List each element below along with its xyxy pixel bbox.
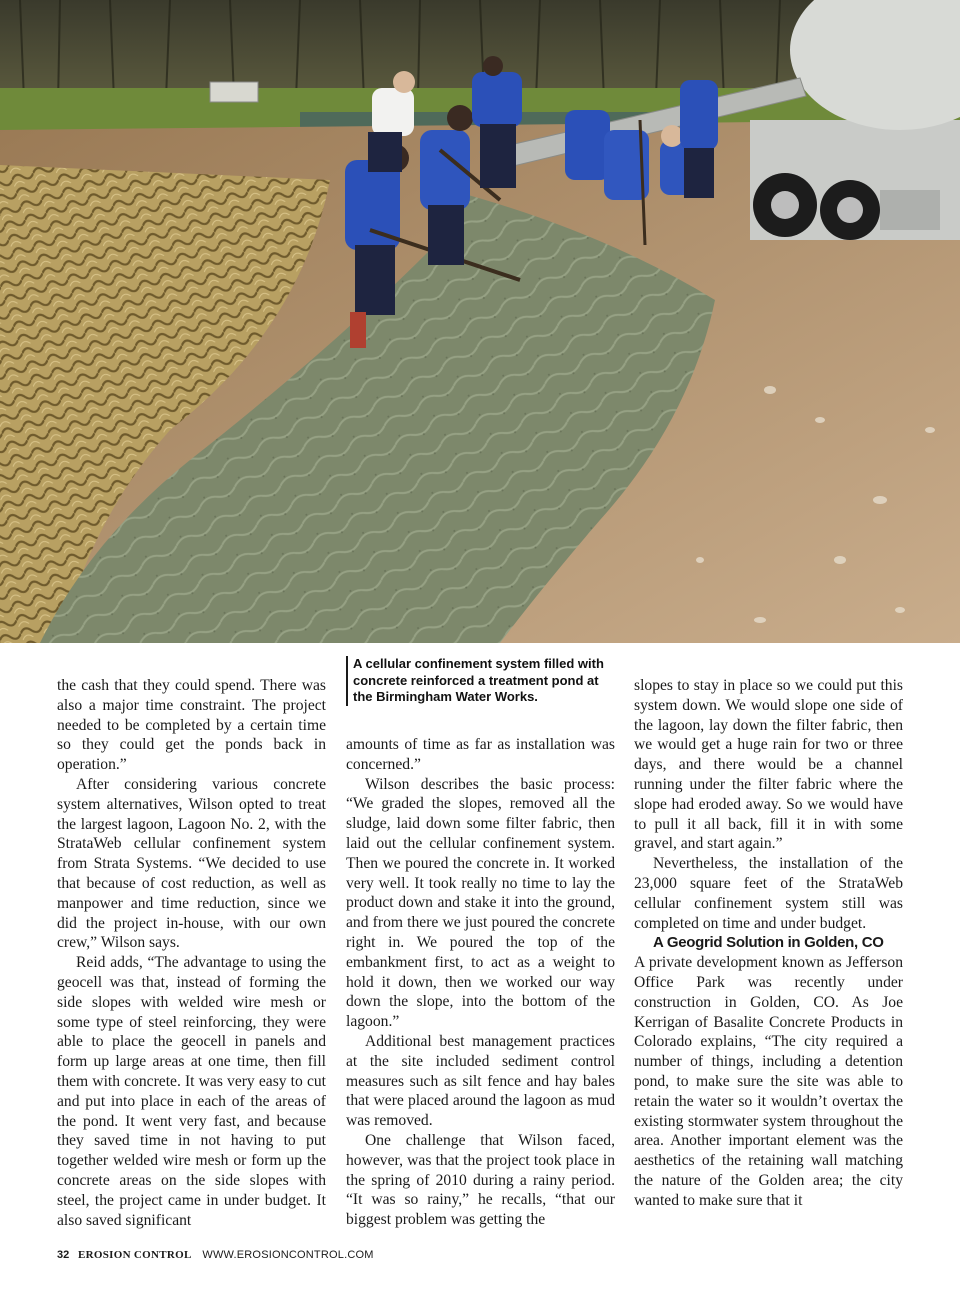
paragraph: One challenge that Wilson faced, however, was that the project took place in the spring of 2010 during a rainy period. “It was so rainy,” he recalls, “that our biggest problem was getting the bbox=[346, 1131, 615, 1229]
photo-caption: A cellular confinement system filled with concrete reinforced a treatment pond at the Birmingham Water Works. bbox=[346, 656, 615, 706]
paragraph: Nevertheless, the installation of the 23,000 square feet of the StrataWeb cellular confinement system still was completed on time and under budget. bbox=[634, 855, 903, 932]
paragraph: Additional best management practices at the site included sediment control measures such as silt fence and hay bales that were placed around the lagoon as mud was removed. bbox=[346, 1032, 615, 1130]
paragraph: Reid adds, “The advantage to using the geocell was that, instead of forming the side slopes with welded wire mesh or some type of steel reinforcing, they were able to place the geocell in panels and form up large areas at one time, then fill them with concrete. It was very easy to cut and put into place in each of the areas of the pond. It went very fast, and because they saved time in not having to put together welded wire mesh or form up the concrete areas on the side slopes with steel, the project came in under budget. It also saved significant bbox=[57, 954, 326, 1229]
page-footer bbox=[57, 1248, 374, 1262]
page-number: 32 bbox=[57, 1249, 70, 1261]
website-url: WWW.EROSIONCONTROL.COM bbox=[202, 1249, 374, 1261]
article-photo bbox=[0, 0, 960, 643]
paragraph: A private development known as Jefferson Office Park was recently under construction in Golden, CO. As Joe Kerrigan of Basalite Concrete Products in Colorado explains, “The city required a number of things, including a detention pond, to make sure the site was able to retain the water so it wouldn’t overtax the existing stormwater system throughout the area. Another important element was the aesthetics of the retaining wall matching the nature of the Golden area; the city wanted to make sure that it bbox=[634, 954, 903, 1209]
article-column-2 bbox=[346, 735, 615, 1230]
article-column-3 bbox=[634, 676, 903, 1211]
paragraph: the cash that they could spend. There was also a major time constraint. The project needed to be completed by a certain time so they could get the ponds back in operation.” bbox=[57, 677, 326, 774]
section-subheading: A Geogrid Solution in Golden, CO bbox=[653, 934, 884, 952]
paragraph: After considering various concrete system alternatives, Wilson opted to treat the largest lagoon, Lagoon No. 2, with the StrataWeb cellular confinement system from Strata Systems. “We decided to use that because of cost reduction, as well as manpower and time reduction, since we did the project in-house, with our own crew,” Wilson says. bbox=[57, 775, 326, 952]
magazine-name: EROSION CONTROL bbox=[78, 1249, 192, 1261]
paragraph: amounts of time as far as installation was concerned.” bbox=[346, 736, 615, 773]
article-column-1 bbox=[57, 676, 326, 1230]
pump-station bbox=[210, 82, 258, 102]
paragraph: slopes to stay in place so we could put this system down. We would slope one side of the lagoon, lay down the filter fabric, then we would get a huge rain for two or three days, and there would be a channel running under the filter fabric where the slope had eroded away. So we would have to pull it all back, fill it in with some gravel, and start again.” bbox=[634, 677, 903, 853]
paragraph: Wilson describes the basic process: “We graded the slopes, removed all the sludge, laid down some filter fabric, then laid out the cellular confinement system. Then we poured the concrete in. It worked very well. It took really no time to lay the product down and stake it into the ground, and from there we just poured the concrete right in. We poured the top of the embankment first, to act as a weight to hold it down, then we worked our way down the slope, into the bottom of the lagoon.” bbox=[346, 775, 615, 1031]
